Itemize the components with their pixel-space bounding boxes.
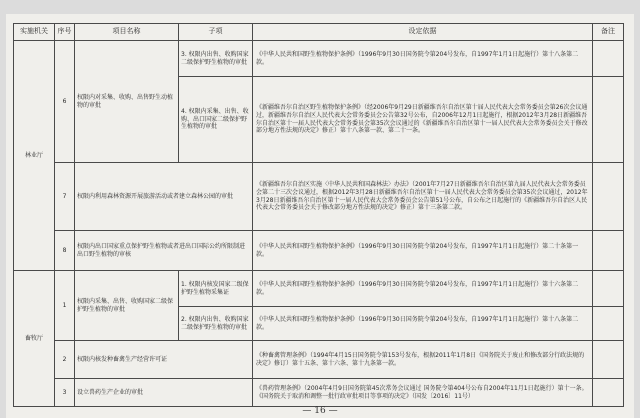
table-row: [14, 231, 624, 271]
table-row: [14, 379, 624, 407]
remarks-cell: [593, 41, 624, 77]
seq-cell: 1: [55, 271, 75, 341]
document-page: [6, 14, 634, 418]
remarks-cell: [593, 379, 624, 407]
item-name-cell: 设立兽药生产企业的审批: [75, 379, 253, 407]
subitem-cell: 1. 权限内核发国家二级保护野生植物采集证: [179, 271, 253, 307]
agency-cell: 畜牧厅: [14, 271, 55, 407]
basis-cell: 《种畜禽管理条例》（1994年4月15日国务院令第153号发布，根据2011年1月8日《国务院关于废止和修改部分行政法规的决定》修订）第十五条、第十六条、第十九条第一款。: [253, 341, 593, 379]
subitem-cell: 3. 权限内出售、收购国家二级保护野生植物的审批: [179, 41, 253, 77]
header-agency: 实施机关: [14, 24, 55, 41]
page-number: — 16 —: [302, 406, 338, 416]
remarks-cell: [593, 163, 624, 231]
subitem-cell: 4. 权限内采集、出售、收购、出口国家二级保护野生植物的审批: [179, 77, 253, 163]
header-seq: 序号: [55, 24, 75, 41]
approval-items-table: [13, 23, 624, 407]
item-name-cell: 权限内采集、出售、收购国家二级保护野生植物的审批: [75, 271, 179, 341]
header-item-name: 项目名称: [75, 24, 179, 41]
seq-cell: 8: [55, 231, 75, 271]
remarks-cell: [593, 307, 624, 341]
header-subitem: 子项: [179, 24, 253, 41]
item-name-cell: 权限内对采集、收购、出售野生动植物的审批: [75, 41, 179, 163]
basis-cell: 《中华人民共和国野生植物保护条例》（1996年9月30日国务院令第204号发布，自1997年1月1日起施行）第十六条第二款。: [253, 271, 593, 307]
basis-cell: 《中华人民共和国野生植物保护条例》（1996年9月30日国务院令第204号发布，自1997年1月1日起施行）第十八条第二款。: [253, 307, 593, 341]
table-row: [14, 163, 624, 231]
agency-cell: 林业厅: [14, 41, 55, 271]
table-header-row: [14, 24, 624, 41]
header-remarks: 备注: [593, 24, 624, 41]
seq-cell: 6: [55, 41, 75, 163]
basis-cell: 《中华人民共和国野生植物保护条例》（1996年9月30日国务院令第204号发布，自1997年1月1日起施行）第十八条第二款。: [253, 41, 593, 77]
item-name-cell: 权限内出口国家重点保护野生植物或者进出口国际公约所限制进出口野生植物的审核: [75, 231, 253, 271]
basis-cell: 《新疆维吾尔自治区野生植物保护条例》（经2006年9月29日新疆维吾尔自治区第十届人民代表大会常务委员会第26次会议通过，新疆维吾尔自治区人民代表大会常务委员会公告第32号公布，自2006年12月1日起施行，根据2012年3月28日新疆维吾尔自治区第十一届人民代表大会常务委员会第35次会议通过的《新疆维吾尔自治区第十一届人民代表大会常务委员会关于修改部分地方性法规的决定》修正）第十八条第一款、第二十一条。: [253, 77, 593, 163]
basis-cell: 《兽药管理条例》（2004年4月9日国务院第45次常务会议通过 国务院令第404号公布自2004年11月1日起施行）第十一条。《国务院关于取消和调整一批行政审批项目等事项的决定》（国发〔2016〕11号）: [253, 379, 593, 407]
remarks-cell: [593, 231, 624, 271]
seq-cell: 2: [55, 341, 75, 379]
remarks-cell: [593, 341, 624, 379]
basis-cell: 《新疆维吾尔自治区实施〈中华人民共和国森林法〉办法》（2001年7月27日新疆维吾尔自治区第九届人民代表大会常务委员会第二十三次会议通过，根据2012年3月28日新疆维吾尔自治区第十一届人民代表大会常务委员会第35次会议通过，2012年3月28日新疆维吾尔自治区第十一届人民代表大会常务委员会公告第51号公布，自公布之日起施行的《新疆维吾尔自治区人民代表大会常务委员会关于修改部分地方性法规的决定》修正）第十三条第二款。: [253, 163, 593, 231]
seq-cell: 7: [55, 163, 75, 231]
table-row: [14, 341, 624, 379]
subitem-cell: 2. 权限内出售、收购国家二级保护野生植物的审批: [179, 307, 253, 341]
table-row: [14, 41, 624, 77]
item-name-cell: 权限内利用森林资源开展旅游活动或者建立森林公园的审批: [75, 163, 253, 231]
item-name-cell: 权限内核发种畜禽生产经营许可证: [75, 341, 253, 379]
seq-cell: 3: [55, 379, 75, 407]
header-basis: 设定依据: [253, 24, 593, 41]
basis-cell: 《中华人民共和国野生植物保护条例》（1996年9月30日国务院令第204号发布，自1997年1月1日起施行）第二十条第一款。: [253, 231, 593, 271]
remarks-cell: [593, 77, 624, 163]
table-row: [14, 271, 624, 307]
remarks-cell: [593, 271, 624, 307]
